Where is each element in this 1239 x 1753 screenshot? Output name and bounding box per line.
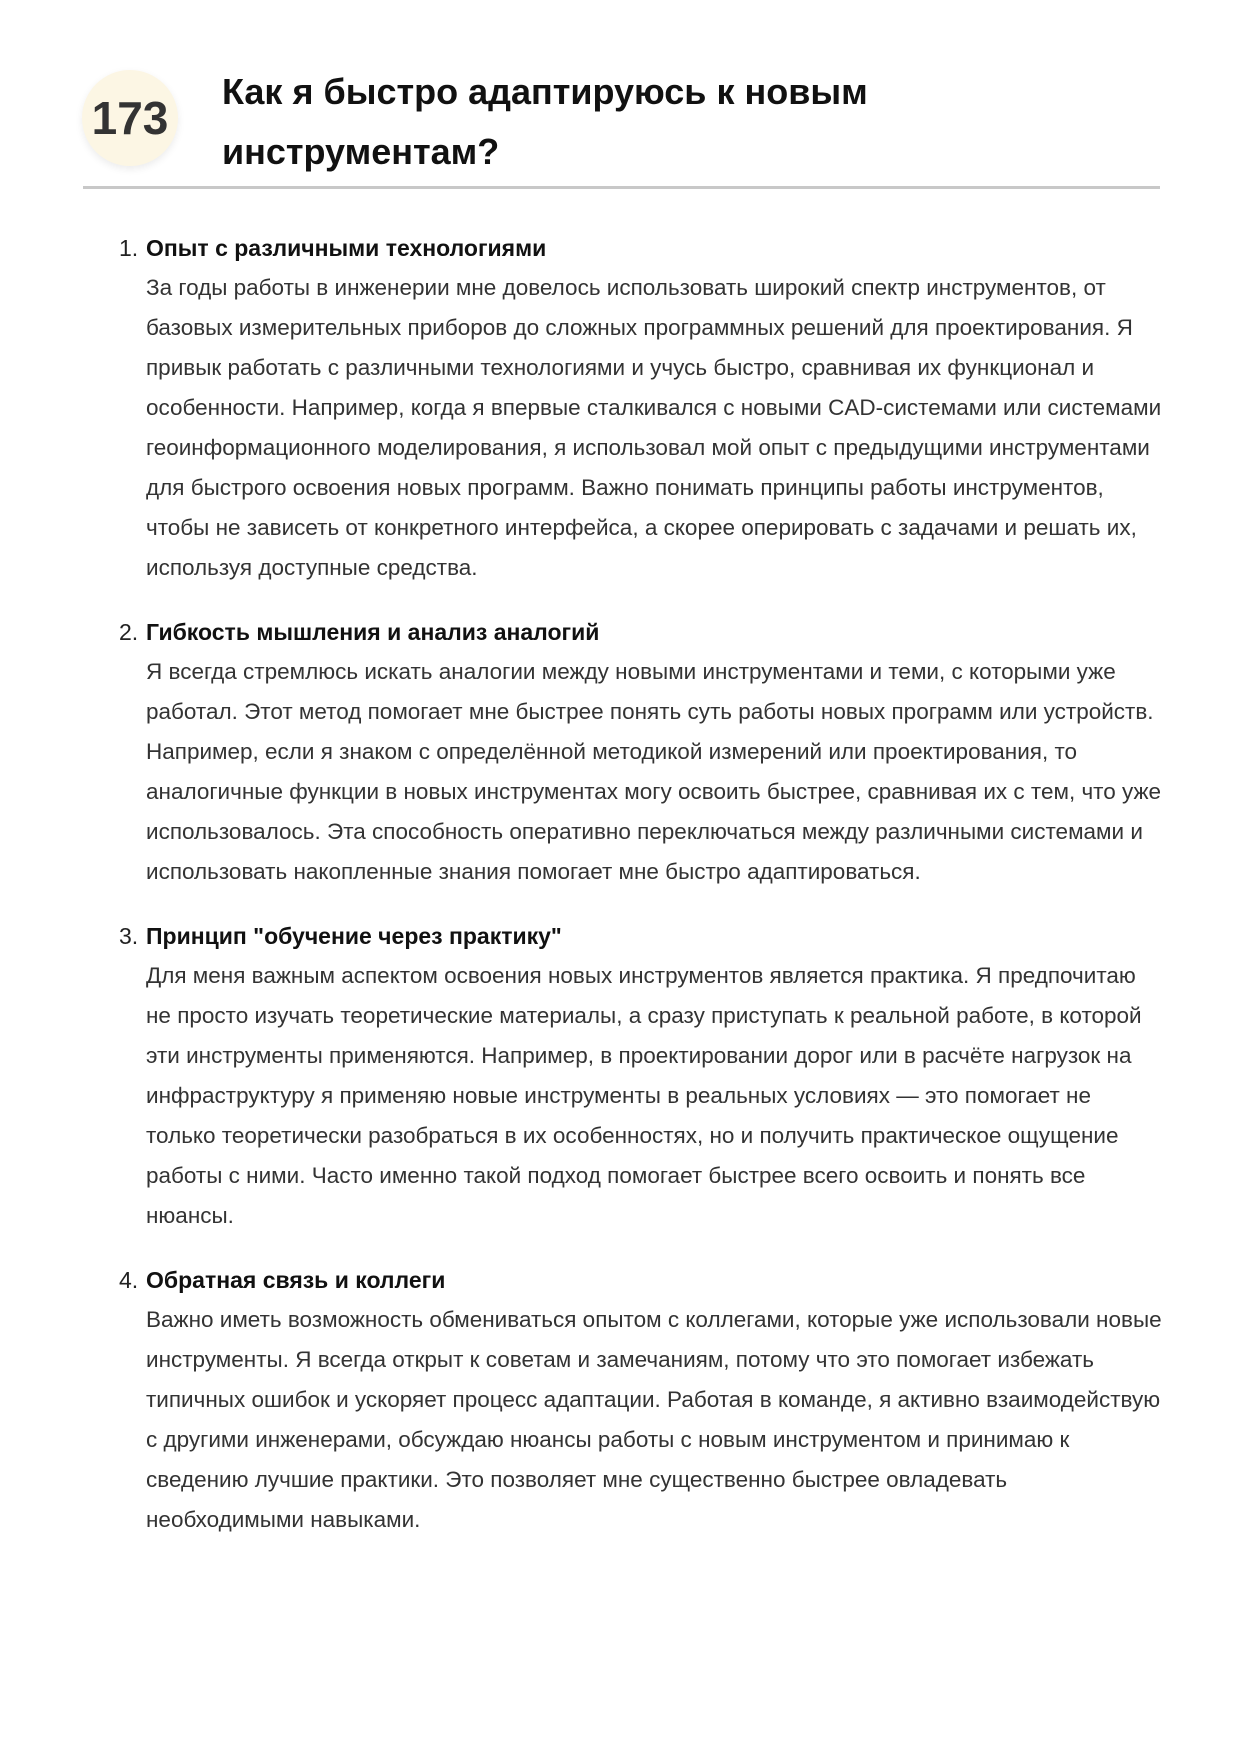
item-text: За годы работы в инженерии мне довелось использовать широкий спектр инструментов, от базовых измерительных приборов до сложных программных решений для проектирования. Я привык работать с различными технологиями и учусь быстро, сравнивая их функционал и особенности. Например, когда я впервые сталкивался с новыми CAD-системами или системами геоинформационного моделирования, я использовал мой опыт с предыдущими инструментами для быстрого освоения новых программ. Важно понимать принципы работы инструментов, чтобы не зависеть от конкретного интерфейса, а скорее оперировать с задачами и решать их, используя доступные средства. [146,275,1162,580]
list-item [119,228,1166,588]
question-number-badge: 173 [82,70,178,166]
item-text: Важно иметь возможность обмениваться опытом с коллегами, которые уже использовали новые инструменты. Я всегда открыт к советам и замечаниям, потому что это помогает избежать типичных ошибок и ускоряет процесс адаптации. Работая в команде, я активно взаимодействую с другими инженерами, обсуждаю нюансы работы с новым инструментом и принимаю к сведению лучшие практики. Это позволяет мне существенно быстрее овладевать необходимыми навыками. [146,1307,1162,1532]
list-item [119,1260,1166,1540]
item-text: Для меня важным аспектом освоения новых инструментов является практика. Я предпочитаю не просто изучать теоретические материалы, а сразу приступать к реальной работе, в которой эти инструменты применяются. Например, в проектировании дорог или в расчёте нагрузок на инфраструктуру я применяю новые инструменты в реальных условиях — это помогает не только теоретически разобраться в их особенностях, но и получить практическое ощущение работы с ними. Часто именно такой подход помогает быстрее всего освоить и понять все нюансы. [146,963,1142,1228]
item-heading: Опыт с различными технологиями [146,235,547,261]
answer-list [119,228,1166,1564]
list-item [119,612,1166,892]
page-title: Как я быстро адаптируюсь к новым инструментам? [222,71,868,172]
item-heading: Гибкость мышления и анализ аналогий [146,619,600,645]
item-number: 1. [119,235,139,261]
item-number: 2. [119,619,139,645]
item-text: Я всегда стремлюсь искать аналогии между новыми инструментами и теми, с которыми уже работал. Этот метод помогает мне быстрее понять суть работы новых программ или устройств. Например, если я знаком с определённой методикой измерений или проектирования, то аналогичные функции в новых инструментах могу освоить быстрее, сравнивая их с тем, что уже использовалось. Эта способность оперативно переключаться между различными системами и использовать накопленные знания помогает мне быстро адаптироваться. [146,659,1162,884]
item-number: 4. [119,1267,139,1293]
title-divider [83,186,1160,189]
list-item [119,916,1166,1236]
item-heading: Обратная связь и коллеги [146,1267,446,1293]
item-heading: Принцип "обучение через практику" [146,923,562,949]
item-number: 3. [119,923,139,949]
